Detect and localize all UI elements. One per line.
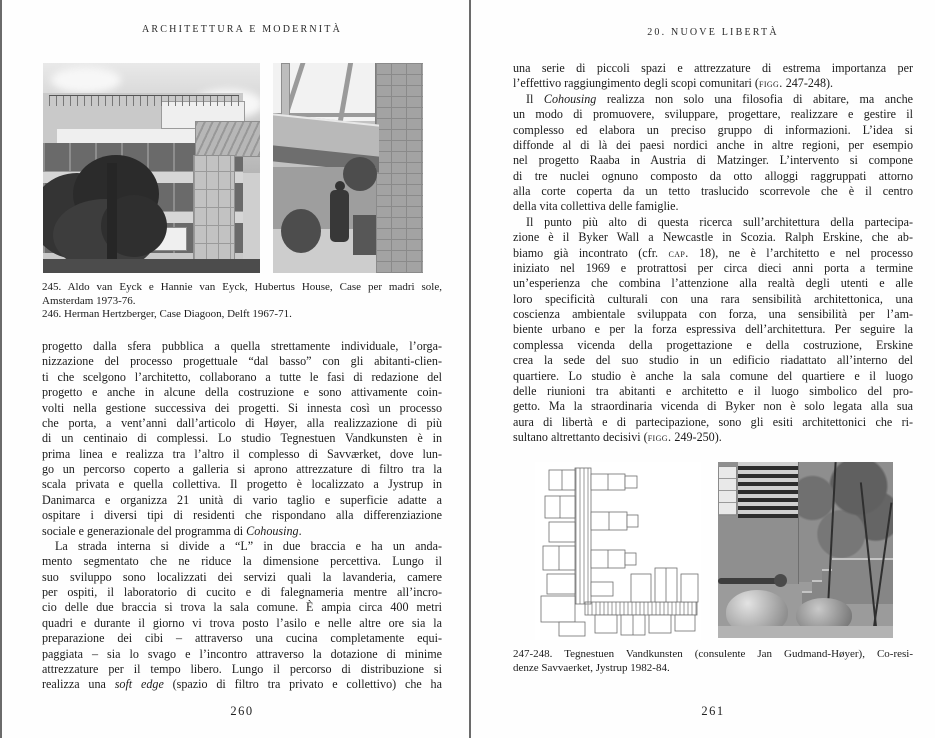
text-line: go un percorso coperto a galleria si aprono attrezzature di filtro tra la <box>42 462 442 476</box>
photo-ground <box>43 259 260 273</box>
text-line: paggiata – sia lo svago e l’incontro attraverso la dotazione di minime <box>42 646 442 661</box>
text-line: Amsterdam 1973-76. <box>42 294 136 307</box>
text-line: una serie di piccoli spazi e attrezzature di estrema importanza per <box>513 61 913 75</box>
figure-247-savvaerket-plan-drawing <box>535 462 701 640</box>
left-page <box>2 0 469 738</box>
text-line: progetto dalla sfera pubblica a quella strettamente individuale, l’orga- <box>42 339 442 353</box>
photo-ground <box>718 626 893 638</box>
text-line: mento segmentato che ne riduce la dimensione percettiva. Lungo il <box>42 554 442 569</box>
paragraph <box>513 215 913 446</box>
text-line: complesso ed elabora un preciso gruppo di informazioni. L’idea si <box>513 122 913 137</box>
text-line: 247-248. Tegnestuen Vandkunsten (consulente Jan Gudmand-Høyer), Co-resi- <box>513 648 913 660</box>
text-line: volti nella gestione successiva dei progetti. Si innesta così un processo <box>42 400 442 415</box>
text-line: zione è il Byker Wall a Newcastle in Scozia. Ralph Erskine, che ab- <box>513 230 913 245</box>
text-line: per ospiti, il laboratorio di cucito e di falegnameria mentre all’incro- <box>42 585 442 599</box>
paragraph <box>513 61 913 92</box>
text-line: 245. Aldo van Eyck e Hannie van Eyck, Hubertus House, Case per madri sole, <box>42 281 442 293</box>
text-line: sultano altrettanto decisivi (figg. 249-250). <box>513 430 722 444</box>
paragraph <box>42 539 442 693</box>
photo-interior <box>273 167 376 273</box>
paragraph <box>42 308 442 322</box>
photo-handrail-pole <box>718 578 780 584</box>
photo-metal-roof <box>195 121 260 157</box>
paragraph <box>42 339 442 539</box>
text-line: nel progetto Raaba in Austria di Matzinger. L’intervento si compone <box>513 153 913 168</box>
figure-245-hubertus-house-photo <box>43 63 260 273</box>
text-line: alla corte coperta da un tetto traslucido scorrevole che è il centro <box>513 184 913 198</box>
text-line: La strada interna si divide a “L” in due braccia e ha un anda- <box>55 538 442 553</box>
text-line: ti che scelgono l’architetto, collaborano a tutte le fasi di redazione del <box>42 369 442 384</box>
body-text-right <box>513 61 913 445</box>
photo-building-corner <box>718 462 799 584</box>
text-line: che porta, a vent’anni dall’articolo di Høyer, alla realizzazione di più <box>42 415 442 430</box>
text-line: quadri e durante il giorno vi trova posto l’asilo e nelle altre ore sia la <box>42 615 442 630</box>
text-line: diffonde al di là dei paesi nordici anche in altre regioni, per esempio <box>513 137 913 152</box>
text-line: progetto e anche in alcune della costruzione e sono attivamente coin- <box>42 385 442 400</box>
text-line: preparazione dei cibi – attraverso una cucina completamente equi- <box>42 631 442 646</box>
text-line: iniziato nel 1969 e protrattosi per circa dieci anni porta a termine <box>513 260 913 275</box>
caption-block-245-246 <box>42 281 442 322</box>
text-line: di un centinaio di complessi. Lo studio Tegnestuen Vandkunsten è in <box>42 431 442 446</box>
text-line: prima linea e realizza tra l’altro il complesso di Savværket, dove lun- <box>42 446 442 461</box>
right-page <box>471 0 935 738</box>
text-line: getto. Ma la straordinaria vicenda di Byker non è solo legata alla sua <box>513 399 913 414</box>
text-line: Danimarca e organizza 21 unità di vario taglio e superficie adatte a <box>42 492 442 507</box>
text-line: delle riunioni tra abitanti e architetto e il luogo simbolico del pro- <box>513 383 913 398</box>
paragraph <box>513 648 913 675</box>
text-line: cio delle due braccia si trova la sala comune. È ampia circa 400 metri <box>42 600 442 615</box>
text-line: scala privata e quella collettiva. Il progetto è localizzato a Jystrup in <box>42 477 442 492</box>
photo-concrete-block-wall <box>375 63 423 273</box>
text-line: di tre nuclei ognuno composto da otto alloggi raggruppati attorno <box>513 168 913 183</box>
figure-248-savvaerket-courtyard-photo <box>718 462 893 638</box>
text-line: nizzazione del processo progettuale “dal basso” con gli abitanti-clien- <box>42 354 442 369</box>
page-number-left: 260 <box>230 704 254 718</box>
page-number-right: 261 <box>701 704 725 718</box>
site-plan-drawing <box>535 462 701 640</box>
text-line: biamo già incontrato (cfr. cap. 18), ne è l’architetto e nel processo <box>513 245 913 260</box>
photo-tree-trunk <box>107 163 117 273</box>
photo-plant <box>343 157 377 191</box>
body-text-left <box>42 339 442 693</box>
paragraph <box>513 92 913 215</box>
figure-246-diagoon-interior-photo <box>273 63 423 273</box>
text-line: 246. Herman Hertzberger, Case Diagoon, Delft 1967-71. <box>42 308 292 321</box>
text-line: aura di libertà e di partecipazione, sono gli esiti architettonici che ri- <box>513 414 913 429</box>
text-line: complessa vicenda della progettazione e della costruzione, Erskine <box>513 337 913 352</box>
text-line: un’esperienza che combina l’attenzione alla realtà degli utenti e alle <box>513 276 913 291</box>
text-line: un modo di promuovere, sviluppare, progettare, realizzare e gestire il <box>513 107 913 122</box>
photo-plant <box>281 209 321 253</box>
caption-block-247-248 <box>513 648 913 675</box>
photo-window-strip <box>718 466 737 516</box>
text-line: denze Savvaerket, Jystrup 1982-84. <box>513 661 670 674</box>
text-line: l’effettivo raggiungimento degli scopi comunitari (figg. 247-248). <box>513 76 834 91</box>
text-line: quartiere. Lo studio è anche la sala comune del quartiere e il luogo <box>513 368 913 383</box>
photo-cloud <box>51 67 121 93</box>
text-line: Il Cohousing realizza non solo una filosofia di abitare, ma anche <box>526 91 913 106</box>
text-line: sociale e generazionale del programma di Cohousing. <box>42 523 302 538</box>
text-line: realizza una soft edge (spazio di filtro tra privato e collettivo) che ha <box>42 677 442 692</box>
paragraph <box>42 281 442 308</box>
text-line: biente urbano e per la forza espressiva dell’architettura. Per seguire la <box>513 322 913 337</box>
text-line: loro specificità culturali con una rara sensibilità architettonica, una <box>513 291 913 306</box>
text-line: Il punto più alto di questa ricerca sull’architettura della partecipa- <box>526 214 913 229</box>
running-head-right: 20. NUOVE LIBERTÀ <box>647 27 779 38</box>
text-line: attrezzature per il tempo libero. Lungo il percorso di distribuzione si <box>42 661 442 676</box>
photo-glazed-tower <box>193 155 235 263</box>
text-line: crea la sede del suo studio in un edificio riadattato all’interno del <box>513 353 913 368</box>
photo-louver-screen <box>738 462 798 518</box>
text-line: suo sviluppo sono localizzati dei servizi quali la lavanderia, camere <box>42 569 442 584</box>
text-line: della vita collettiva delle famiglie. <box>513 199 679 214</box>
running-head-left: ARCHITETTURA E MODERNITÀ <box>141 24 342 35</box>
text-line: coscienza ambientale sviluppata con forza, una sensibilità per l’am- <box>513 307 913 321</box>
text-line: ospitare i diversi tipi di residenti che rispondano alla differenziazione <box>42 508 442 523</box>
